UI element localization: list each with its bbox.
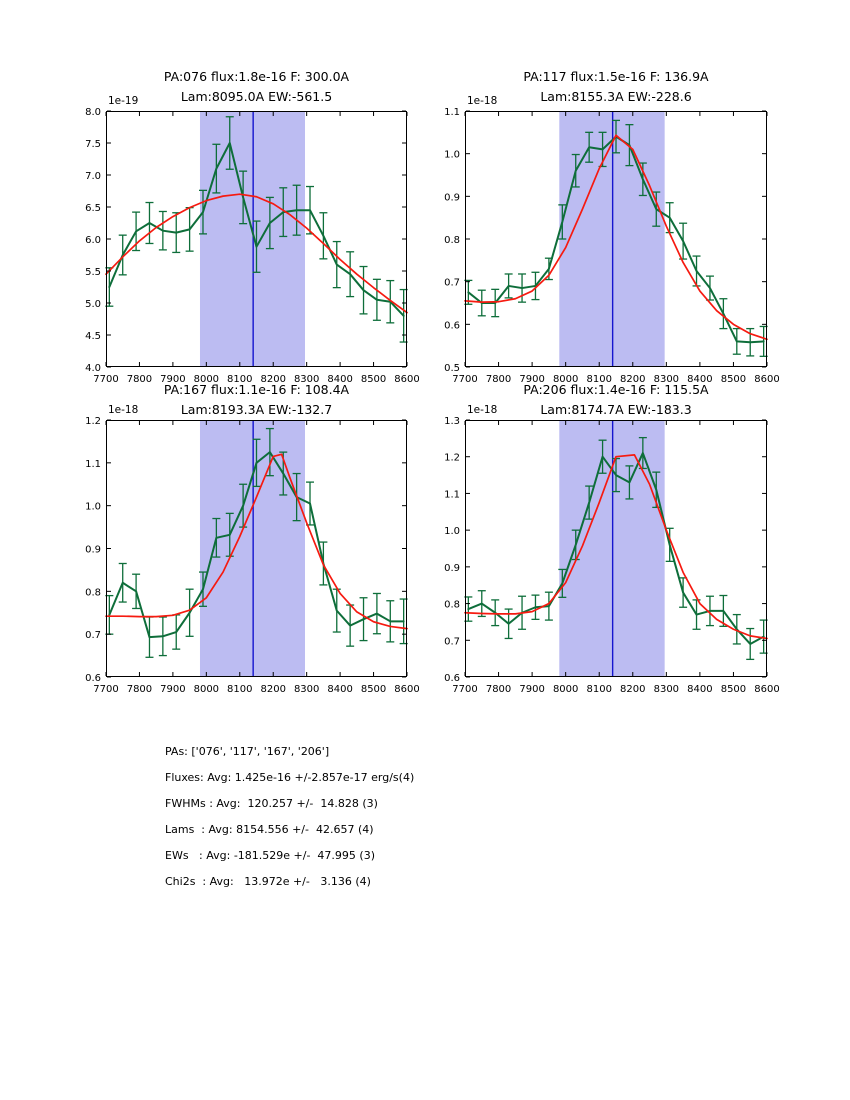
x-tick-label: 8600	[394, 374, 419, 385]
subplot-pa206	[420, 415, 779, 711]
x-tick-label: 8100	[227, 684, 253, 695]
y-tick-label: 1.1	[444, 489, 460, 501]
x-tick-label: 7800	[126, 684, 153, 695]
y-tick-label: 0.9	[444, 562, 460, 574]
y-tick-label: 0.9	[85, 544, 101, 556]
x-tick-label: 7900	[160, 684, 186, 695]
x-tick-label: 8300	[293, 374, 320, 385]
x-tick-label: 8300	[293, 684, 320, 695]
x-tick-label: 8500	[360, 684, 387, 695]
x-tick-label: 8400	[687, 374, 713, 385]
x-tick-label: 8600	[754, 684, 779, 695]
subplot-pa076	[61, 106, 419, 401]
y-tick-label: 6.0	[85, 235, 101, 246]
x-tick-label: 8000	[193, 684, 220, 695]
x-tick-label: 8300	[653, 374, 680, 385]
x-tick-label: 7700	[93, 374, 119, 385]
x-tick-label: 8600	[754, 374, 779, 385]
y-tick-label: 0.5	[444, 363, 460, 374]
y-tick-label: 4.5	[85, 331, 101, 342]
x-tick-label: 7700	[93, 684, 119, 695]
y-tick-label: 0.9	[444, 192, 460, 204]
y-tick-label: 7.5	[85, 139, 101, 150]
y-tick-label: 0.7	[85, 630, 101, 642]
x-tick-label: 7900	[160, 374, 186, 385]
subplot-pa117	[420, 106, 779, 401]
y-tick-label: 1.1	[444, 107, 460, 118]
y-tick-label: 1.0	[444, 526, 460, 538]
y-tick-label: 1.0	[85, 501, 101, 513]
subplot-title-pa117	[465, 67, 767, 107]
x-tick-label: 8300	[653, 684, 680, 695]
x-tick-label: 8100	[586, 374, 612, 385]
summary-line-lams: Lams : Avg: 8154.556 +/- 42.657 (4)	[165, 823, 374, 836]
x-tick-label: 8200	[260, 684, 286, 695]
plot-area-pa076	[61, 106, 419, 397]
summary-line-fwhms: FWHMs : Avg: 120.257 +/- 14.828 (3)	[165, 797, 378, 810]
x-tick-label: 7900	[519, 684, 545, 695]
x-tick-label: 8500	[720, 684, 747, 695]
x-tick-label: 7800	[485, 684, 512, 695]
y-tick-label: 1.1	[85, 458, 101, 470]
plot-area-pa206	[420, 415, 779, 707]
subplot-title-line2: Lam:8095.0A EW:-561.5	[180, 89, 333, 104]
x-tick-label: 8100	[227, 374, 253, 385]
subplot-title-line1: PA:167 flux:1.1e-16 F: 108.4A	[163, 382, 350, 397]
subplot-pa167	[61, 415, 419, 711]
y-tick-label: 1.3	[444, 416, 460, 427]
subplot-title-line1: PA:117 flux:1.5e-16 F: 136.9A	[523, 69, 709, 84]
subplot-title-line1: PA:076 flux:1.8e-16 F: 300.0A	[163, 69, 350, 84]
y-tick-label: 4.0	[85, 363, 101, 374]
subplot-title-line2: Lam:8193.3A EW:-132.7	[180, 402, 333, 417]
y-axis-scale-label: 1e-18	[467, 95, 498, 107]
x-tick-label: 8200	[620, 374, 646, 385]
y-tick-label: 0.6	[444, 673, 460, 684]
x-tick-label: 7700	[452, 374, 478, 385]
y-axis-scale-label: 1e-19	[108, 95, 139, 107]
subplot-title-line1: PA:206 flux:1.4e-16 F: 115.5A	[523, 382, 709, 397]
x-tick-label: 8600	[394, 684, 419, 695]
x-tick-label: 8500	[720, 374, 747, 385]
y-tick-label: 8.0	[85, 107, 101, 118]
summary-stats-block	[165, 739, 414, 895]
y-tick-label: 0.6	[85, 673, 101, 684]
x-tick-label: 8400	[327, 374, 353, 385]
y-tick-label: 1.2	[85, 416, 101, 427]
x-tick-label: 8400	[327, 684, 353, 695]
summary-line-fluxes: Fluxes: Avg: 1.425e-16 +/-2.857e-17 erg/s(4)	[165, 771, 415, 784]
y-tick-label: 0.7	[444, 277, 460, 289]
y-tick-label: 1.2	[444, 452, 460, 464]
subplot-title-pa076	[106, 67, 407, 107]
x-tick-label: 8500	[360, 374, 387, 385]
y-tick-label: 5.0	[85, 299, 101, 310]
y-tick-label: 5.5	[85, 267, 101, 278]
x-tick-label: 8400	[687, 684, 713, 695]
x-tick-label: 8000	[193, 374, 220, 385]
y-axis-scale-label: 1e-18	[467, 404, 498, 416]
x-tick-label: 8200	[260, 374, 286, 385]
y-tick-label: 0.8	[444, 599, 460, 611]
y-tick-label: 6.5	[85, 203, 101, 214]
summary-line-pas: PAs: ['076', '117', '167', '206']	[165, 745, 330, 758]
x-tick-label: 7800	[485, 374, 512, 385]
y-axis-scale-label: 1e-18	[108, 404, 139, 416]
summary-line-chi2s: Chi2s : Avg: 13.972e +/- 3.136 (4)	[165, 875, 371, 888]
y-tick-label: 0.7	[444, 636, 460, 648]
summary-line-ews: EWs : Avg: -181.529e +/- 47.995 (3)	[165, 849, 375, 862]
x-tick-label: 8000	[552, 684, 579, 695]
subplot-title-line2: Lam:8155.3A EW:-228.6	[540, 89, 692, 104]
plot-area-pa117	[420, 106, 779, 397]
x-tick-label: 7800	[126, 374, 153, 385]
y-tick-label: 0.8	[444, 235, 460, 246]
x-tick-label: 8200	[620, 684, 646, 695]
y-tick-label: 1.0	[444, 149, 460, 161]
x-tick-label: 7900	[519, 374, 545, 385]
plot-area-pa167	[61, 415, 419, 707]
x-tick-label: 7700	[452, 684, 478, 695]
y-tick-label: 7.0	[85, 171, 101, 182]
subplot-title-line2: Lam:8174.7A EW:-183.3	[540, 402, 692, 417]
y-tick-label: 0.8	[85, 587, 101, 599]
y-tick-label: 0.6	[444, 320, 460, 332]
x-tick-label: 8100	[586, 684, 612, 695]
x-tick-label: 8000	[552, 374, 579, 385]
